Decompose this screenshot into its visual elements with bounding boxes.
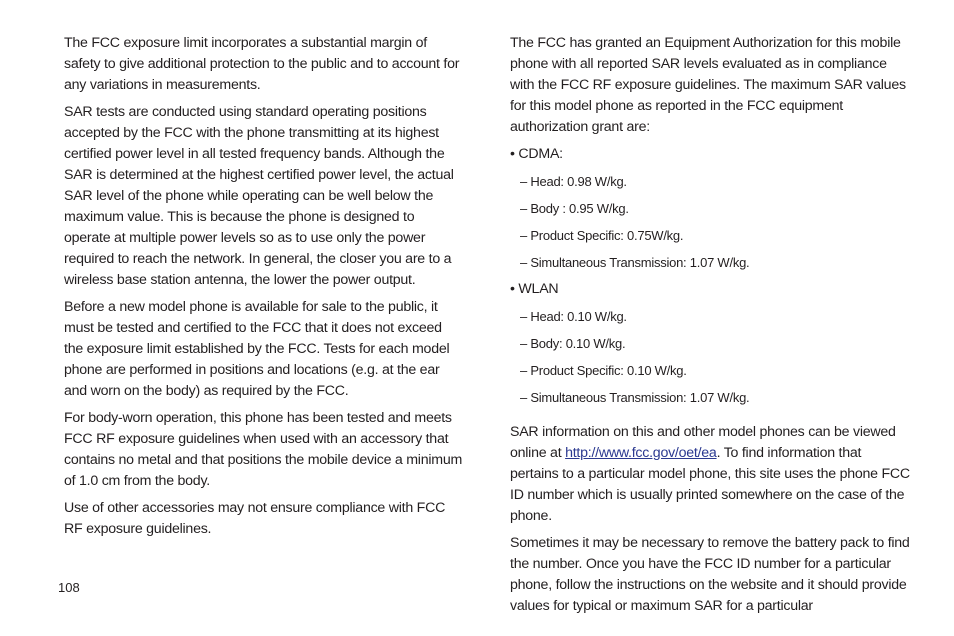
fcc-oet-link[interactable]: http://www.fcc.gov/oet/ea [565,445,717,461]
page-number: 108 [58,580,80,595]
cdma-head-item: – Head: 0.98 W/kg. [520,174,627,189]
cdma-bullet: • CDMA: [510,146,563,162]
wlan-body-item: – Body: 0.10 W/kg. [520,336,626,351]
left-column [64,33,464,546]
paragraph-new-model-certification: Before a new model phone is available for sale to the public, it must be tested and certified to the FCC that it does not exceed the exposure limit established by the FCC. Tests for each model phone are performed in positions and locations (e.g. at the ear and worn on the body) as required by the FCC. [64,299,450,399]
wlan-product-specific-item: – Product Specific: 0.10 W/kg. [520,363,687,378]
paragraph-battery-pack: Sometimes it may be necessary to remove the battery pack to find the number. Once you have the FCC ID number for a particular phone, follow the instructions on the website and it should provide values for typical or maximum SAR for a particular [510,535,910,614]
sar-info-text-before-link: SAR information on this and other model phones can be viewed online at [510,424,896,461]
cdma-product-specific-item: – Product Specific: 0.75W/kg. [520,228,684,243]
cdma-list [510,144,910,273]
paragraph-body-worn-operation: For body-worn operation, this phone has been tested and meets FCC RF exposure guidelines when used with an accessory that contains no metal and that positions the mobile device a minimum of 1.0 cm from the body. [64,410,463,489]
wlan-list [510,279,910,408]
right-column [510,33,910,623]
paragraph-equipment-authorization: The FCC has granted an Equipment Authorization for this mobile phone with all reported SAR levels evaluated as in compliance with the FCC RF exposure guidelines. The maximum SAR values for this model phone as reported in the FCC equipment authorization grant are: [510,35,906,135]
paragraph-other-accessories: Use of other accessories may not ensure compliance with FCC RF exposure guidelines. [64,500,446,537]
paragraph-exposure-limit: The FCC exposure limit incorporates a substantial margin of safety to give additional protection to the public and to account for any variations in measurements. [64,35,460,93]
cdma-simultaneous-item: – Simultaneous Transmission: 1.07 W/kg. [520,255,750,270]
wlan-head-item: – Head: 0.10 W/kg. [520,309,627,324]
paragraph-sar-information [510,422,910,527]
cdma-body-item: – Body : 0.95 W/kg. [520,201,629,216]
paragraph-sar-tests: SAR tests are conducted using standard operating positions accepted by the FCC with the phone transmitting at its highest certified power level in all tested frequency bands. Although the SAR is determined at the highest certified power level, the actual SAR level of the phone while operating can be well below the maximum value. This is because the phone is designed to operate at multiple power levels so as to use only the power required to reach the network. In general, the closer you are to a wireless base station antenna, the lower the power output. [64,104,454,288]
sar-info-text-after-link: . To find information that pertains to a particular model phone, this site uses the phone FCC ID number which is usually printed somewhere on the case of the phone. [510,445,910,524]
wlan-bullet: • WLAN [510,281,559,297]
wlan-simultaneous-item: – Simultaneous Transmission: 1.07 W/kg. [520,390,750,405]
